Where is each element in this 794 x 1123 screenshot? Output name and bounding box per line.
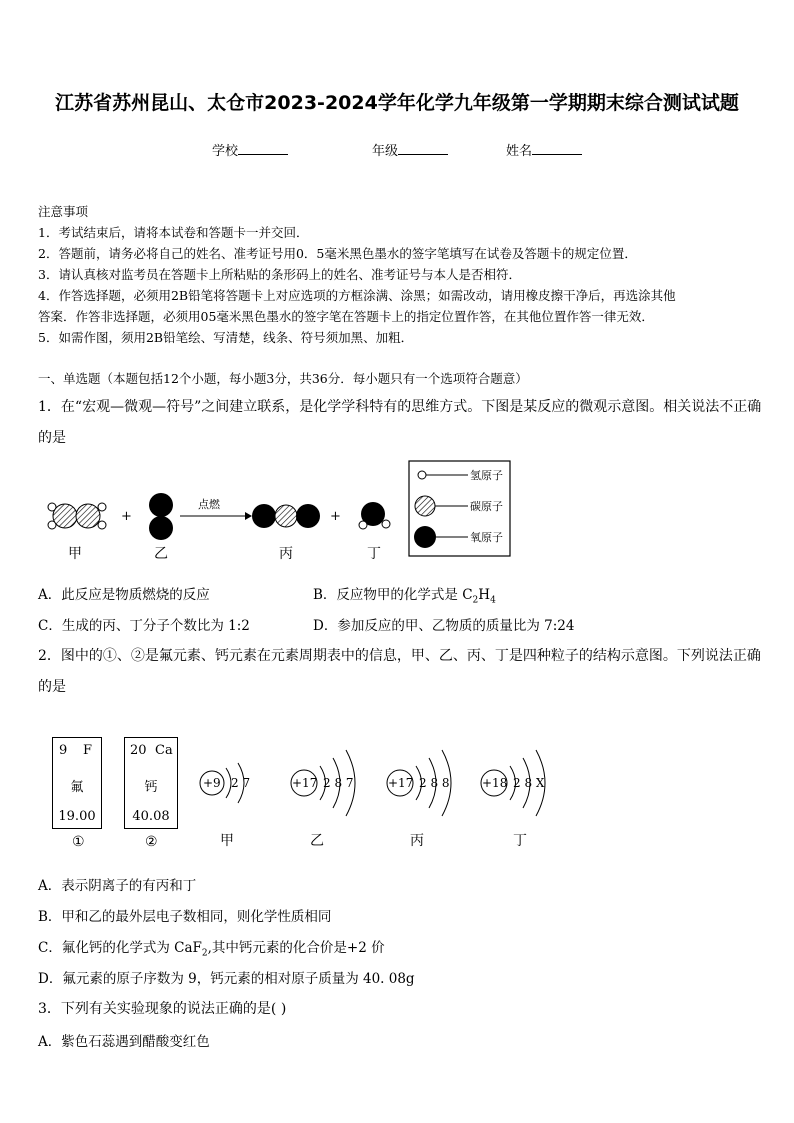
name-blank[interactable] [532,142,582,155]
note-item: 4．作答选择题，必须用2B铅笔将答题卡上对应选项的方框涂满、涂黑；如需改动，请用橡皮擦干净后，再选涂其他 [38,288,676,303]
q1-reaction-diagram [0,455,794,575]
label-ding: 丁 [367,546,381,562]
grade-field: 年级 [372,140,448,159]
oxygen-atom [149,493,173,517]
q3-stem: 3．下列有关实验现象的说法正确的是( ) [38,1001,287,1017]
card-label-2: ② [145,834,158,850]
q2-option-b[interactable]: B．甲和乙的最外层电子数相同，则化学性质相同 [38,909,332,925]
note-item: 答案．作答非选择题，必须用05毫米黑色墨水的签字笔在答题卡上的指定位置作答，在其他位置作答一律无效． [38,309,654,324]
q2-stem: 2．图中的①、②是氟元素、钙元素在元素周期表中的信息，甲、乙、丙、丁是四种粒子的结构示意图。下列说法正确 [38,648,761,664]
q2-option-d[interactable]: D．氟元素的原子序数为 9，钙元素的相对原子质量为 40. 08g [38,971,415,987]
q2-option-c[interactable]: C．氟化钙的化学式为 CaF$_2$,其中钙元素的化合价是+2 价 [38,940,385,959]
carbon-atom [53,504,77,528]
q2-option-a[interactable]: A．表示阴离子的有丙和丁 [38,878,197,894]
note-item: 5．如需作图，须用2B铅笔绘、写清楚，线条、符号须加黑、加粗． [38,330,414,345]
q3-option-a[interactable]: A．紫色石蕊遇到醋酸变红色 [38,1034,210,1050]
legend-oxygen: 氧原子 [470,531,503,544]
carbon-legend-icon [415,496,435,516]
molecule-jia [48,503,106,529]
particle-label-ding: 丁 [513,833,527,849]
svg-text:+18: +18 [482,776,508,790]
carbon-atom [275,505,297,527]
card-label-1: ① [72,834,85,850]
school-field: 学校 [212,140,288,159]
molecule-bing [252,504,320,528]
hydrogen-atom [98,521,106,529]
svg-text:2 8 7: 2 8 7 [323,776,354,790]
svg-text:2 8 X: 2 8 X [513,776,545,790]
svg-text:+17: +17 [292,776,318,790]
legend-hydrogen: 氢原子 [470,469,503,482]
oxygen-atom [252,504,276,528]
svg-text:+9: +9 [203,776,221,790]
element-card-calcium: 20 Ca 钙 40.08 [124,737,178,829]
hydrogen-legend-icon [418,471,426,479]
oxygen-legend-icon [414,526,436,548]
molecule-yi [149,493,173,540]
notes-heading: 注意事项 [38,204,89,219]
label-jia: 甲 [68,546,82,562]
plus-sign: + [330,509,341,524]
q1-option-d[interactable]: D．参加反应的甲、乙物质的质量比为 7:24 [313,618,575,634]
svg-text:2 7: 2 7 [231,776,251,790]
legend-carbon: 碳原子 [470,500,503,513]
note-item: 1．考试结束后，请将本试卷和答题卡一并交回． [38,225,309,240]
particle-label-bing: 丙 [410,833,424,849]
hydrogen-atom [382,520,390,528]
note-item: 3．请认真核对监考员在答题卡上所粘贴的条形码上的姓名、准考证号与本人是否相符． [38,267,521,282]
hydrogen-atom [359,521,367,529]
arrow-label: 点燃 [198,498,220,511]
grade-blank[interactable] [398,142,448,155]
page-title: 江苏省苏州昆山、太仓市2023-2024学年化学九年级第一学期期末综合测试试题 [55,92,739,114]
q1-stem: 1．在“宏观—微观—符号”之间建立联系，是化学学科特有的思维方式。下图是某反应的微观示意图。相关说法不正确 [38,399,762,415]
oxygen-atom [296,504,320,528]
arrow-head-icon [245,512,252,520]
carbon-atom [76,504,100,528]
q2-particle-diagrams [190,730,570,855]
hydrogen-atom [98,503,106,511]
label-bing: 丙 [279,546,293,562]
section-heading: 一、单选题（本题包括12个小题，每小题3分，共36分．每小题只有一个选项符合题意） [38,371,528,386]
q1-option-b[interactable]: B．反应物甲的化学式是 $C_2H_4$ [313,587,496,606]
svg-text:2 8 8: 2 8 8 [419,776,450,790]
molecule-ding [359,502,390,529]
element-card-fluorine: 9 F 氟 19.00 [52,737,102,829]
particle-label-jia: 甲 [220,833,234,849]
particle-label-yi: 乙 [310,833,324,849]
q1-stem-cont: 的是 [38,430,66,446]
q1-option-c[interactable]: C．生成的丙、丁分子个数比为 1:2 [38,618,250,634]
oxygen-atom [149,516,173,540]
q2-stem-cont: 的是 [38,679,66,695]
svg-text:+17: +17 [388,776,414,790]
school-blank[interactable] [238,142,288,155]
label-yi: 乙 [154,546,168,562]
name-field: 姓名 [506,140,582,159]
note-item: 2．答题前，请务必将自己的姓名、准考证号用0．5毫米黑色墨水的签字笔填写在试卷及答题卡的规定位置． [38,246,637,261]
plus-sign: + [121,509,132,524]
q1-option-a[interactable]: A．此反应是物质燃烧的反应 [38,587,210,603]
